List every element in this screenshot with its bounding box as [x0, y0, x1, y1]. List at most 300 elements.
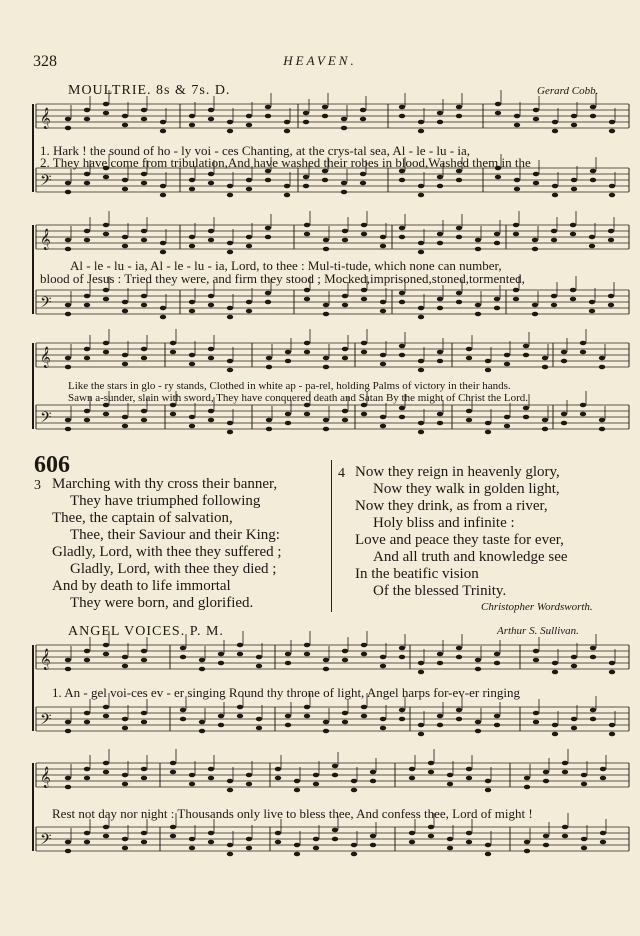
note-head: [475, 720, 481, 725]
note-head: [551, 229, 557, 234]
note-head: [103, 341, 109, 346]
note-head: [227, 184, 233, 189]
note-head: [122, 837, 128, 842]
note-head: [418, 661, 424, 666]
note-head: [533, 711, 539, 716]
note-head: [409, 776, 415, 781]
note-head: [418, 315, 424, 320]
note-head: [475, 729, 481, 734]
note-head: [303, 120, 309, 125]
verse3-line-4: Thee, their Saviour and their King:: [70, 527, 280, 543]
note-head: [399, 235, 405, 240]
note-head: [552, 723, 558, 728]
note-head: [485, 779, 491, 784]
note-head: [399, 655, 405, 660]
note-head: [246, 837, 252, 842]
note-head: [265, 235, 271, 240]
note-head: [494, 297, 500, 302]
note-head: [65, 126, 71, 131]
note-head: [246, 846, 252, 851]
note-head: [609, 732, 615, 737]
note-head: [103, 350, 109, 355]
note-head: [84, 229, 90, 234]
note-head: [341, 117, 347, 122]
note-head: [380, 655, 386, 660]
note-head: [323, 418, 329, 423]
note-head: [256, 664, 262, 669]
note-head: [208, 840, 214, 845]
note-head: [437, 120, 443, 125]
note-head: [275, 776, 281, 781]
note-head: [542, 427, 548, 432]
note-head: [437, 350, 443, 355]
note-head: [533, 658, 539, 663]
note-head: [84, 172, 90, 177]
note-head: [189, 235, 195, 240]
note-head: [475, 238, 481, 243]
note-head: [208, 356, 214, 361]
note-head: [418, 430, 424, 435]
note-head: [494, 241, 500, 246]
note-head: [533, 172, 539, 177]
note-head: [103, 232, 109, 237]
note-head: [285, 421, 291, 426]
note-head: [514, 178, 520, 183]
note-head: [580, 403, 586, 408]
verse4-line-4: Holy bliss and infinite :: [373, 515, 515, 531]
note-head: [189, 773, 195, 778]
note-head: [208, 181, 214, 186]
note-head: [313, 782, 319, 787]
note-head: [122, 362, 128, 367]
note-head: [351, 779, 357, 784]
lyric-line-h2-2: Rest not day nor night : Thousands only live to bless thee, And confess thee, Lord of might !: [52, 806, 533, 821]
note-head: [418, 359, 424, 364]
note-head: [84, 356, 90, 361]
note-head: [589, 309, 595, 314]
note-head: [285, 723, 291, 728]
note-head: [65, 356, 71, 361]
note-head: [514, 123, 520, 128]
note-head: [122, 300, 128, 305]
note-head: [208, 409, 214, 414]
verse4-line-7: In the beatific vision: [355, 566, 479, 582]
note-head: [141, 229, 147, 234]
note-head: [571, 187, 577, 192]
note-head: [399, 344, 405, 349]
note-head: [589, 235, 595, 240]
note-head: [227, 368, 233, 373]
note-head: [227, 788, 233, 793]
note-head: [122, 353, 128, 358]
note-head: [84, 347, 90, 352]
note-head: [103, 834, 109, 839]
note-head: [103, 288, 109, 293]
verse-number-4: 4: [338, 466, 345, 481]
note-head: [323, 356, 329, 361]
note-head: [600, 831, 606, 836]
note-head: [399, 178, 405, 183]
note-head: [361, 223, 367, 228]
note-head: [285, 359, 291, 364]
note-head: [65, 427, 71, 432]
verse3-line-2: They have triumphed following: [70, 493, 261, 509]
note-head: [399, 353, 405, 358]
tune-name-angel-voices: ANGEL VOICES. P. M.: [68, 624, 224, 639]
note-head: [246, 300, 252, 305]
note-head: [246, 187, 252, 192]
note-head: [599, 418, 605, 423]
note-head: [380, 309, 386, 314]
note-head: [122, 235, 128, 240]
note-head: [160, 315, 166, 320]
note-head: [170, 412, 176, 417]
note-head: [342, 658, 348, 663]
note-head: [341, 181, 347, 186]
note-head: [141, 356, 147, 361]
note-head: [141, 108, 147, 113]
note-head: [552, 120, 558, 125]
note-head: [189, 187, 195, 192]
note-head: [189, 353, 195, 358]
note-head: [466, 418, 472, 423]
note-head: [466, 767, 472, 772]
note-head: [141, 303, 147, 308]
note-head: [504, 415, 510, 420]
note-head: [599, 365, 605, 370]
note-head: [84, 117, 90, 122]
note-head: [342, 229, 348, 234]
note-head: [437, 184, 443, 189]
note-head: [418, 670, 424, 675]
note-head: [533, 720, 539, 725]
note-head: [122, 187, 128, 192]
note-head: [227, 779, 233, 784]
note-head: [84, 831, 90, 836]
note-head: [399, 300, 405, 305]
note-head: [524, 840, 530, 845]
note-head: [170, 341, 176, 346]
note-head: [485, 788, 491, 793]
note-head: [313, 773, 319, 778]
note-head: [580, 350, 586, 355]
note-head: [380, 362, 386, 367]
note-head: [189, 424, 195, 429]
note-head: [65, 117, 71, 122]
note-head: [418, 368, 424, 373]
tune-name-moultrie: MOULTRIE. 8s & 7s. D.: [68, 83, 231, 98]
note-head: [589, 300, 595, 305]
note-head: [418, 193, 424, 198]
note-head: [65, 181, 71, 186]
note-head: [208, 831, 214, 836]
note-head: [313, 846, 319, 851]
note-head: [122, 178, 128, 183]
note-head: [494, 661, 500, 666]
note-head: [265, 300, 271, 305]
note-head: [456, 708, 462, 713]
note-head: [447, 773, 453, 778]
note-head: [141, 720, 147, 725]
note-head: [523, 353, 529, 358]
note-head: [65, 365, 71, 370]
note-head: [323, 238, 329, 243]
note-head: [265, 226, 271, 231]
composer-moultrie: Gerard Cobb.: [537, 85, 599, 97]
note-head: [485, 368, 491, 373]
note-head: [304, 652, 310, 657]
note-head: [399, 291, 405, 296]
note-head: [361, 232, 367, 237]
note-head: [323, 427, 329, 432]
note-head: [475, 667, 481, 672]
note-head: [284, 184, 290, 189]
note-head: [466, 409, 472, 414]
note-head: [304, 297, 310, 302]
note-head: [360, 181, 366, 186]
note-head: [542, 365, 548, 370]
note-head: [551, 294, 557, 299]
note-head: [590, 708, 596, 713]
note-head: [103, 412, 109, 417]
hymn-author: Christopher Wordsworth.: [481, 601, 593, 613]
note-head: [65, 729, 71, 734]
note-head: [399, 646, 405, 651]
lyric-line-2a: Al - le - lu - ia, Al - le - lu - ia, Lord, to thee : Mul-ti-tude, which none can number,: [70, 258, 502, 273]
note-head: [227, 250, 233, 255]
note-head: [256, 655, 262, 660]
note-head: [84, 181, 90, 186]
note-head: [456, 178, 462, 183]
note-head: [495, 111, 501, 116]
note-head: [495, 102, 501, 107]
note-head: [304, 714, 310, 719]
note-head: [475, 312, 481, 317]
note-head: [533, 117, 539, 122]
note-head: [246, 123, 252, 128]
note-head: [246, 178, 252, 183]
note-head: [494, 723, 500, 728]
note-head: [208, 767, 214, 772]
note-head: [332, 773, 338, 778]
note-head: [323, 365, 329, 370]
note-head: [122, 782, 128, 787]
note-head: [532, 303, 538, 308]
note-head: [571, 178, 577, 183]
note-head: [351, 788, 357, 793]
note-head: [552, 184, 558, 189]
note-head: [103, 175, 109, 180]
note-head: [122, 424, 128, 429]
note-head: [361, 341, 367, 346]
note-head: [103, 643, 109, 648]
treble-clef-icon: 𝄞: [40, 649, 51, 670]
note-head: [189, 114, 195, 119]
note-head: [513, 288, 519, 293]
note-head: [65, 776, 71, 781]
note-head: [285, 714, 291, 719]
note-head: [437, 175, 443, 180]
note-head: [370, 779, 376, 784]
note-head: [275, 767, 281, 772]
note-head: [84, 767, 90, 772]
note-head: [590, 105, 596, 110]
note-head: [418, 120, 424, 125]
verse4-line-3: Now they drink, as from a river,: [355, 498, 548, 514]
hymn-number: 606: [34, 452, 70, 478]
note-head: [141, 181, 147, 186]
note-head: [266, 356, 272, 361]
note-head: [313, 837, 319, 842]
note-head: [380, 235, 386, 240]
note-head: [189, 362, 195, 367]
note-head: [475, 247, 481, 252]
note-head: [218, 714, 224, 719]
column-divider: [331, 460, 332, 612]
note-head: [580, 341, 586, 346]
verse4-line-1: Now they reign in heavenly glory,: [355, 464, 560, 480]
note-head: [437, 412, 443, 417]
note-head: [437, 359, 443, 364]
note-head: [323, 312, 329, 317]
note-head: [227, 129, 233, 134]
note-head: [342, 347, 348, 352]
note-head: [341, 126, 347, 131]
note-head: [514, 187, 520, 192]
note-head: [103, 714, 109, 719]
note-head: [513, 223, 519, 228]
note-head: [208, 172, 214, 177]
note-head: [485, 852, 491, 857]
note-head: [456, 235, 462, 240]
note-head: [570, 223, 576, 228]
lyric-line-3a: Like the stars in glo - ry stands, Clothed in white ap - pa-rel, holding Palms of victory in their hands.: [68, 380, 511, 392]
note-head: [580, 412, 586, 417]
note-head: [227, 430, 233, 435]
lyric-line-h2-1: 1. An - gel voi-ces ev - er singing Round thy throne of light, Angel harps for-ev-er ringing: [52, 685, 520, 700]
note-head: [65, 785, 71, 790]
note-head: [180, 646, 186, 651]
note-head: [160, 250, 166, 255]
note-head: [562, 761, 568, 766]
note-head: [332, 837, 338, 842]
note-head: [609, 120, 615, 125]
note-head: [265, 291, 271, 296]
note-head: [524, 849, 530, 854]
note-head: [418, 250, 424, 255]
note-head: [208, 108, 214, 113]
note-head: [361, 652, 367, 657]
note-head: [294, 852, 300, 857]
note-head: [189, 415, 195, 420]
note-head: [304, 350, 310, 355]
verse4-line-2: Now they walk in golden light,: [373, 481, 560, 497]
note-head: [370, 770, 376, 775]
note-head: [571, 114, 577, 119]
note-head: [199, 667, 205, 672]
note-head: [437, 661, 443, 666]
note-head: [532, 238, 538, 243]
note-head: [562, 825, 568, 830]
note-head: [361, 412, 367, 417]
note-head: [208, 347, 214, 352]
note-head: [543, 843, 549, 848]
verse3-line-8: They were born, and glorified.: [70, 595, 254, 611]
note-head: [399, 406, 405, 411]
note-head: [514, 114, 520, 119]
note-head: [294, 779, 300, 784]
note-head: [571, 123, 577, 128]
note-head: [122, 309, 128, 314]
bass-clef-icon: 𝄢: [40, 831, 52, 852]
note-head: [141, 117, 147, 122]
note-head: [552, 732, 558, 737]
note-head: [304, 223, 310, 228]
note-head: [122, 726, 128, 731]
note-head: [122, 717, 128, 722]
note-head: [609, 670, 615, 675]
note-head: [342, 711, 348, 716]
note-head: [227, 421, 233, 426]
note-head: [581, 846, 587, 851]
treble-clef-icon: 𝄞: [40, 347, 51, 368]
note-head: [589, 244, 595, 249]
note-head: [323, 667, 329, 672]
note-head: [160, 193, 166, 198]
note-head: [323, 729, 329, 734]
note-head: [180, 717, 186, 722]
note-head: [323, 720, 329, 725]
note-head: [380, 664, 386, 669]
note-head: [466, 776, 472, 781]
note-head: [65, 247, 71, 252]
lyric-line-3b: Sawn a-sunder, slain with sword, They have conquered death and Satan By the might of Christ the Lord.: [68, 392, 529, 404]
note-head: [409, 767, 415, 772]
note-head: [533, 108, 539, 113]
note-head: [218, 652, 224, 657]
verse4-line-6: And all truth and knowledge see: [373, 549, 568, 565]
note-head: [342, 409, 348, 414]
note-head: [160, 120, 166, 125]
note-head: [265, 178, 271, 183]
note-head: [160, 306, 166, 311]
note-head: [428, 761, 434, 766]
note-head: [227, 315, 233, 320]
note-head: [84, 108, 90, 113]
note-head: [294, 788, 300, 793]
note-head: [485, 430, 491, 435]
note-head: [456, 300, 462, 305]
note-head: [189, 123, 195, 128]
treble-clef-icon: 𝄞: [40, 229, 51, 250]
note-head: [342, 294, 348, 299]
note-head: [84, 303, 90, 308]
note-head: [208, 776, 214, 781]
note-head: [456, 226, 462, 231]
note-head: [208, 294, 214, 299]
verse3-line-3: Thee, the captain of salvation,: [52, 510, 233, 526]
note-head: [208, 303, 214, 308]
note-head: [284, 120, 290, 125]
verse3-line-6: Gladly, Lord, with thee they died ;: [70, 561, 277, 577]
note-head: [256, 726, 262, 731]
note-head: [437, 714, 443, 719]
note-head: [342, 238, 348, 243]
note-head: [590, 655, 596, 660]
note-head: [227, 306, 233, 311]
note-head: [533, 649, 539, 654]
note-head: [581, 837, 587, 842]
